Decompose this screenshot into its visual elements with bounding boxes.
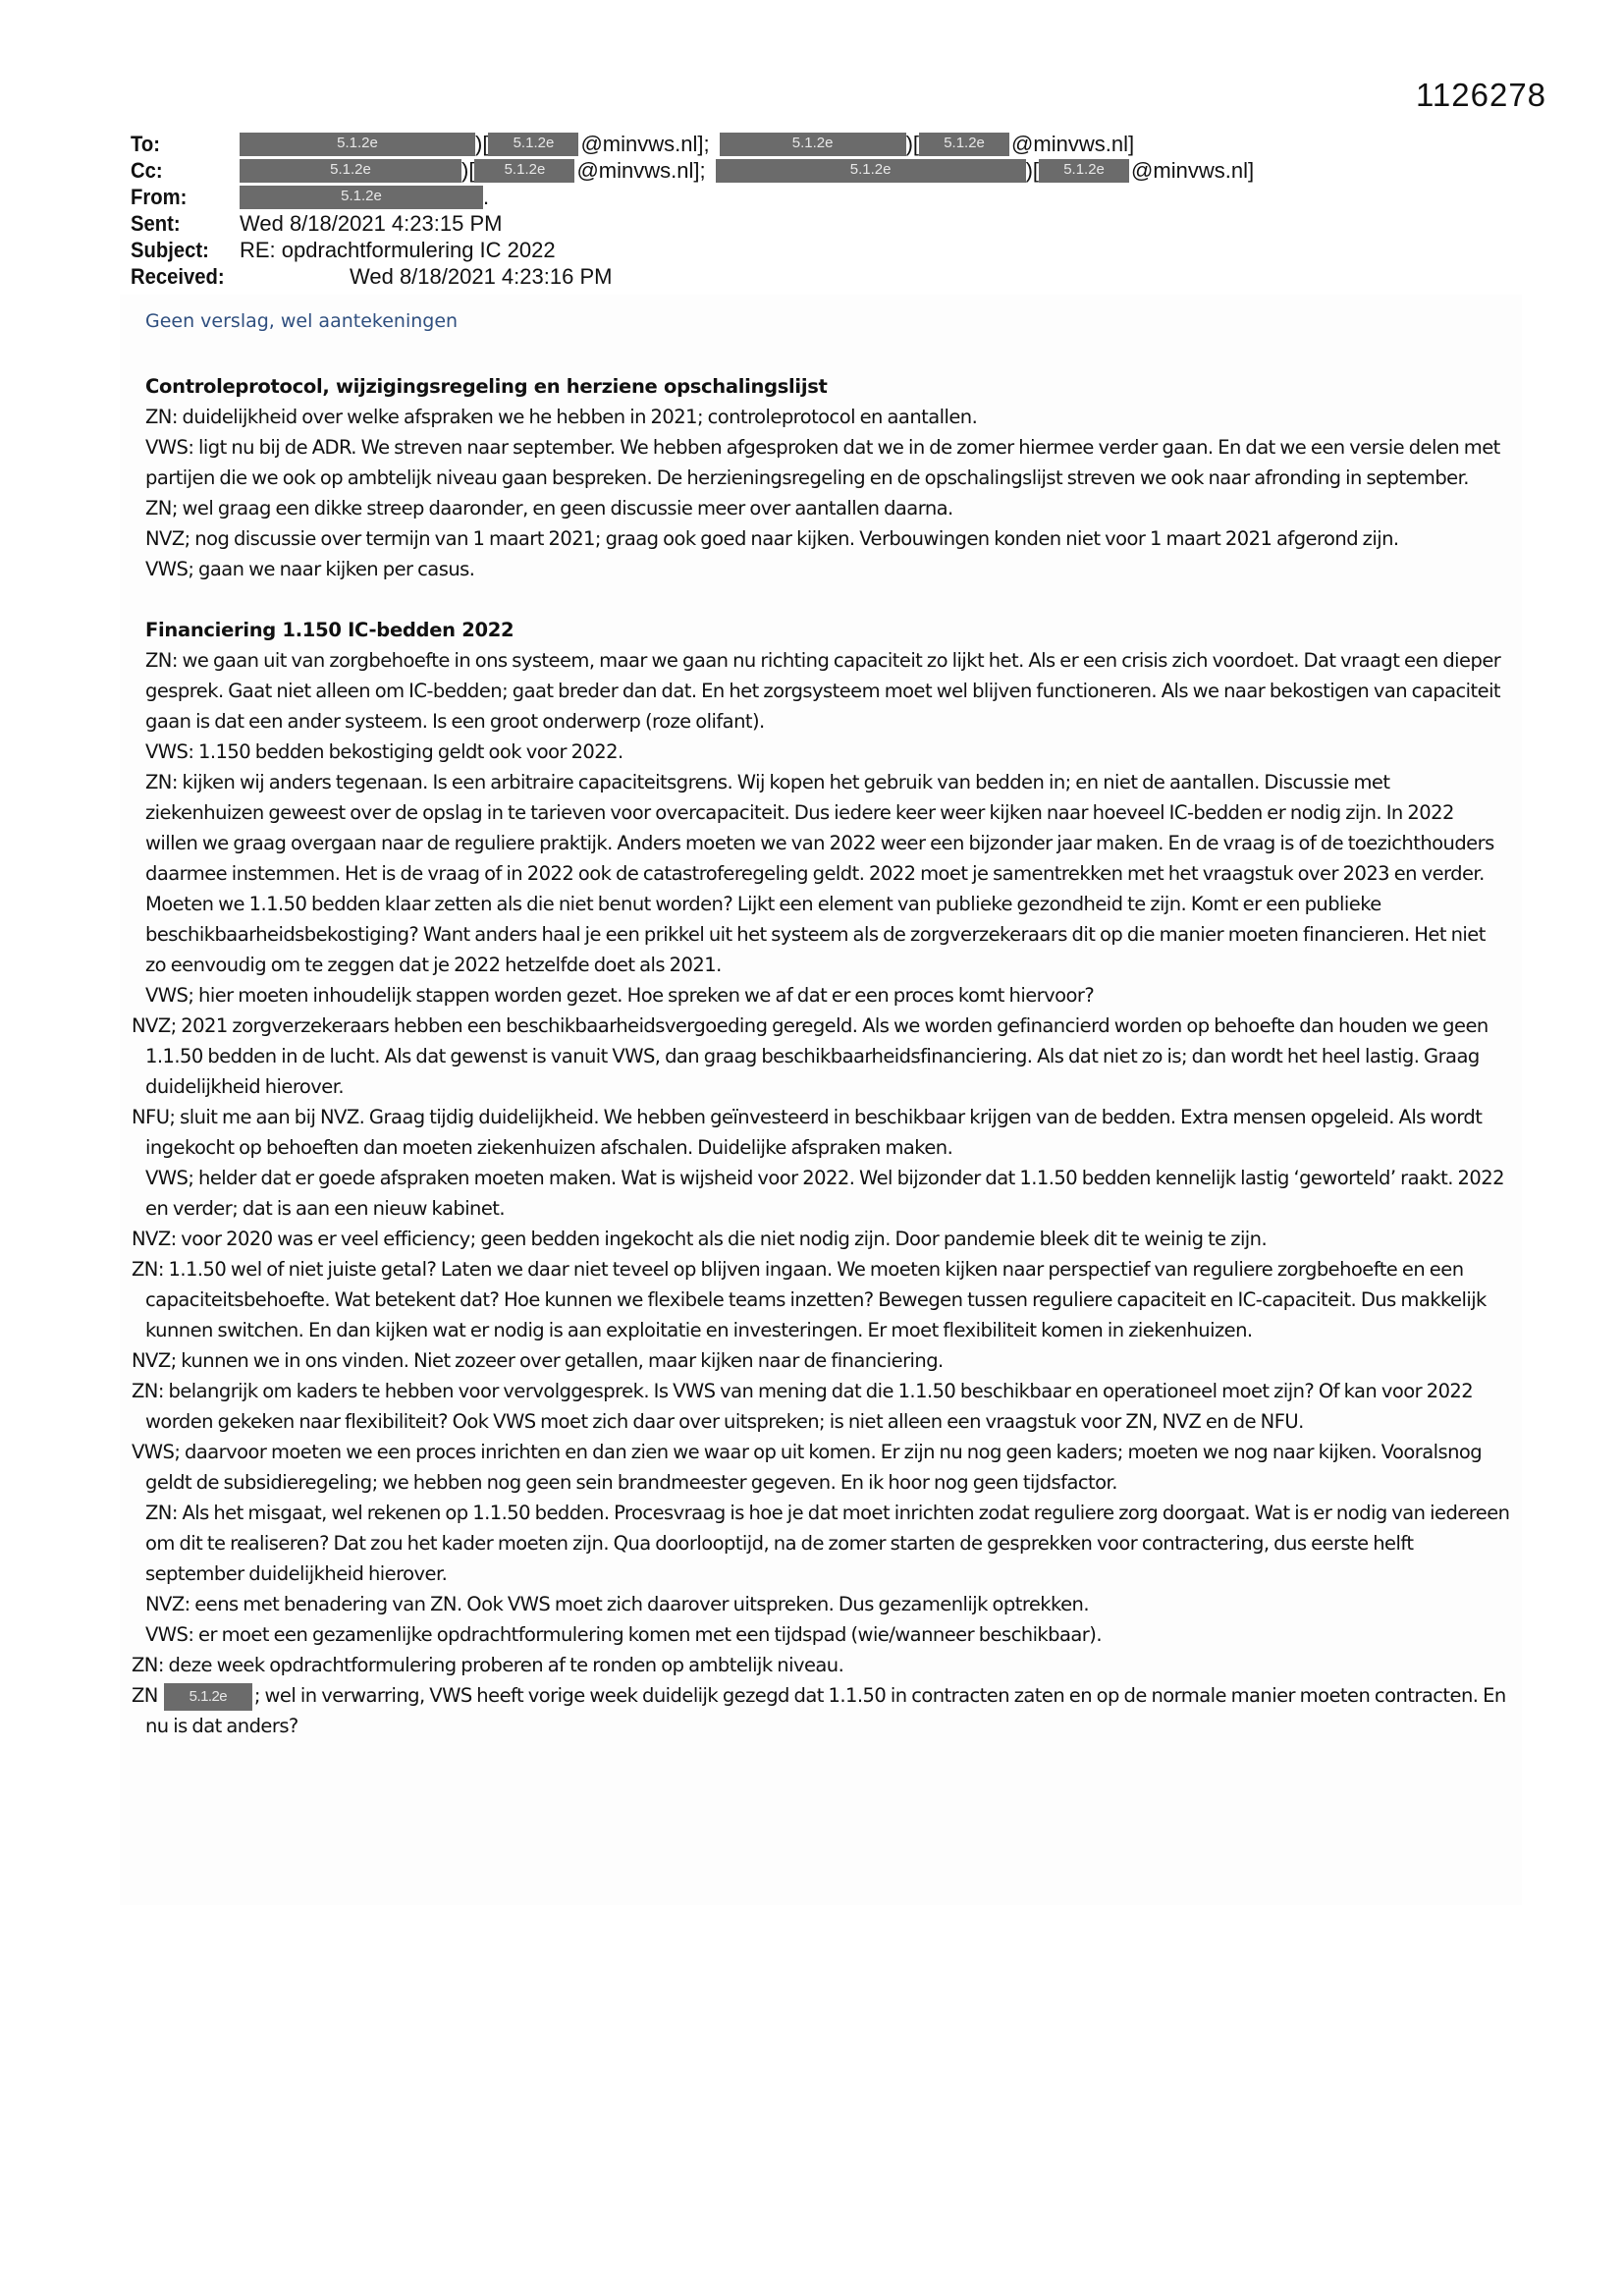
section-title: Controleprotocol, wijzigingsregeling en herziene opschalingslijst: [145, 375, 828, 398]
note-paragraph: ZN: Als het misgaat, wel rekenen op 1.1.50 bedden. Procesvraag is hoe je dat moet inrichten zodat reguliere zorg doorgaat. Wat is er nodig van iedereen om dit te realiseren? Dat zou het kader moeten zijn. Qua doorlooptijd, na de zomer starten de gesprekken voor contractering, dus eerste helft september duidelijkheid hierover.: [145, 1502, 1510, 1585]
redaction-block: 5.1.2e: [919, 133, 1009, 156]
note-paragraph: ZN: 1.1.50 wel of niet juiste getal? Laten we daar niet teveel op blijven ingaan. We moeten kijken naar perspectief van reguliere zorgbehoefte en een capaciteitsbehoefte. Wat betekent dat? Hoe kunnen we flexibele teams inzetten? Bewegen tussen reguliere capaciteit en IC-capaciteit. Dus makkelijk kunnen switchen. En dan kijken wat er nodig is aan exploitatie en investeringen. Er moet flexibiliteit komen in ziekenhuizen.: [132, 1258, 1487, 1341]
email-address: @minvws.nl]: [1011, 132, 1135, 156]
note-paragraph: NVZ: voor 2020 was er veel efficiency; geen bedden ingekocht als die niet nodig zijn. Door pandemie bleek dit te weinig te zijn.: [132, 1228, 1268, 1250]
document-id: 1126278: [1416, 77, 1547, 113]
email-address: @minvws.nl];: [576, 158, 706, 183]
to-label: To:: [131, 132, 160, 156]
received-label: Received:: [131, 264, 225, 289]
redaction-block: 5.1.2e: [240, 133, 475, 156]
note-paragraph: NVZ: eens met benadering van ZN. Ook VWS moet zich daarover uitspreken. Dus gezamenlijk optrekken.: [145, 1593, 1090, 1615]
sent-value: Wed 8/18/2021 4:23:15 PM: [240, 211, 503, 236]
redaction-block: 5.1.2e: [474, 159, 574, 183]
note-paragraph: VWS: er moet een gezamenlijke opdrachtformulering komen met een tijdspad (wie/wanneer beschikbaar).: [145, 1623, 1102, 1646]
section-title: Financiering 1.150 IC-bedden 2022: [145, 619, 514, 641]
note-paragraph: VWS; hier moeten inhoudelijk stappen worden gezet. Hoe spreken we af dat er een proces komt hiervoor?: [145, 984, 1095, 1007]
subject-label: Subject:: [131, 238, 209, 262]
cc-label: Cc:: [131, 158, 163, 183]
redaction-block: 5.1.2e: [720, 133, 906, 156]
note-paragraph: VWS; gaan we naar kijken per casus.: [145, 558, 475, 580]
note-paragraph: ZN; wel graag een dikke streep daaronder, en geen discussie meer over aantallen daarna.: [145, 497, 953, 519]
redaction-block: 5.1.2e: [240, 159, 461, 183]
redaction-block: 5.1.2e: [488, 133, 578, 156]
note-paragraph: VWS; daarvoor moeten we een proces inrichten en dan zien we waar op uit komen. Er zijn nu nog geen kaders; moeten we nog naar kijken. Vooralsnog geldt de subsidieregeling; we hebben nog geen sein brandmeester gegeven. En ik hoor nog geen tijdsfactor.: [132, 1441, 1483, 1494]
note-paragraph: ZN: we gaan uit van zorgbehoefte in ons systeem, maar we gaan nu richting capaciteit zo lijkt het. Als er een crisis zich voordoet. Dat vraagt een dieper gesprek. Gaat niet alleen om IC-bedden; gaat breder dan dat. En het zorgsysteem moet wel blijven functioneren. Als we naar bekostigen van capaciteit gaan is dat een ander systeem. Is een groot onderwerp (roze olifant).: [145, 649, 1501, 733]
redaction-block: 5.1.2e: [1039, 159, 1129, 183]
sent-label: Sent:: [131, 211, 181, 236]
note-paragraph: NVZ; kunnen we in ons vinden. Niet zozeer over getallen, maar kijken naar de financiering.: [132, 1349, 944, 1372]
intro-line: Geen verslag, wel aantekeningen: [145, 310, 459, 332]
redaction-block: 5.1.2e: [716, 159, 1026, 183]
note-paragraph: ZN: duidelijkheid over welke afspraken we he hebben in 2021; controleprotocol en aantallen.: [145, 406, 978, 428]
note-paragraph: NVZ; 2021 zorgverzekeraars hebben een beschikbaarheidsvergoeding geregeld. Als we worden gefinancierd worden op behoefte dan houden we geen 1.1.50 bedden in de lucht. Als dat gewenst is vanuit VWS, dan graag beschikbaarheidsfinanciering. Als dat niet zo is; dan wordt het heel lastig. Graag duidelijkheid hierover.: [132, 1014, 1489, 1098]
note-paragraph: NVZ; nog discussie over termijn van 1 maart 2021; graag ook goed naar kijken. Verbouwingen konden niet voor 1 maart 2021 afgerond zijn.: [145, 527, 1399, 550]
note-paragraph: ZN: deze week opdrachtformulering proberen af te ronden op ambtelijk niveau.: [132, 1654, 844, 1676]
note-paragraph: VWS; helder dat er goede afspraken moeten maken. Wat is wijsheid voor 2022. Wel bijzonder dat 1.1.50 bedden kennelijk lastig ‘geworteld’ raakt. 2022 en verder; dat is aan een nieuw kabinet.: [145, 1167, 1504, 1220]
from-label: From:: [131, 185, 188, 209]
received-value: Wed 8/18/2021 4:23:16 PM: [350, 264, 613, 289]
note-paragraph: VWS: 1.150 bedden bekostiging geldt ook voor 2022.: [145, 740, 623, 763]
note-paragraph: VWS: ligt nu bij de ADR. We streven naar september. We hebben afgesproken dat we in de zomer hiermee verder gaan. En dat we een versie delen met partijen die we ook op ambtelijk niveau gaan bespreken. De herzieningsregeling en de opschalingslijst streven we ook naar afronding in september.: [145, 436, 1500, 489]
redaction-block: 5.1.2e: [164, 1683, 252, 1711]
redaction-block: 5.1.2e: [240, 186, 483, 209]
email-address: @minvws.nl];: [580, 132, 710, 156]
note-paragraph: NFU; sluit me aan bij NVZ. Graag tijdig duidelijkheid. We hebben geïnvesteerd in beschikbaar krijgen van de bedden. Extra mensen opgeleid. Als wordt ingekocht op behoeften dan moeten ziekenhuizen afschalen. Duidelijke afspraken maken.: [132, 1106, 1483, 1159]
note-paragraph-last: ZN 5.1.2e ; wel in verwarring, VWS heeft vorige week duidelijk gezegd dat 1.1.50 in contracten zaten en op de normale manier moeten contracten. En nu is dat anders?: [132, 1684, 1506, 1737]
subject-value: RE: opdrachtformulering IC 2022: [240, 238, 556, 262]
note-paragraph: ZN: kijken wij anders tegenaan. Is een arbitraire capaciteitsgrens. Wij kopen het gebruik van bedden in; en niet de aantallen. Discussie met ziekenhuizen geweest over de opslag in te tarieven voor overcapaciteit. Dus iedere keer weer kijken naar hoeveel IC-bedden er nodig zijn. In 2022 willen we graag overgaan naar de reguliere praktijk. Anders moeten we van 2022 weer een bijzonder jaar maken. En de vraag is of de toezichthouders daarmee instemmen. Het is de vraag of in 2022 ook de catastroferegeling geldt. 2022 moet je samentrekken met het vraagstuk over 2023 en verder. Moeten we 1.1.50 bedden klaar zetten als die niet benut worden? Lijkt een element van publieke gezondheid te zijn. Komt er een publieke beschikbaarheidsbekostiging? Want anders haal je een prikkel uit het systeem als de zorgverzekeraars dit op die manier moeten financieren. Het niet zo eenvoudig om te zeggen dat je 2022 hetzelfde doet als 2021.: [145, 771, 1494, 976]
message-body: [132, 310, 1510, 1741]
note-paragraph: ZN: belangrijk om kaders te hebben voor vervolggesprek. Is VWS van mening dat die 1.1.50 beschikbaar en operationeel moet zijn? Of kan voor 2022 worden gekeken naar flexibiliteit? Ook VWS moet zich daar over uitspreken; is niet alleen een vraagstuk voor ZN, NVZ en de NFU.: [132, 1380, 1474, 1433]
email-address: @minvws.nl]: [1131, 158, 1255, 183]
